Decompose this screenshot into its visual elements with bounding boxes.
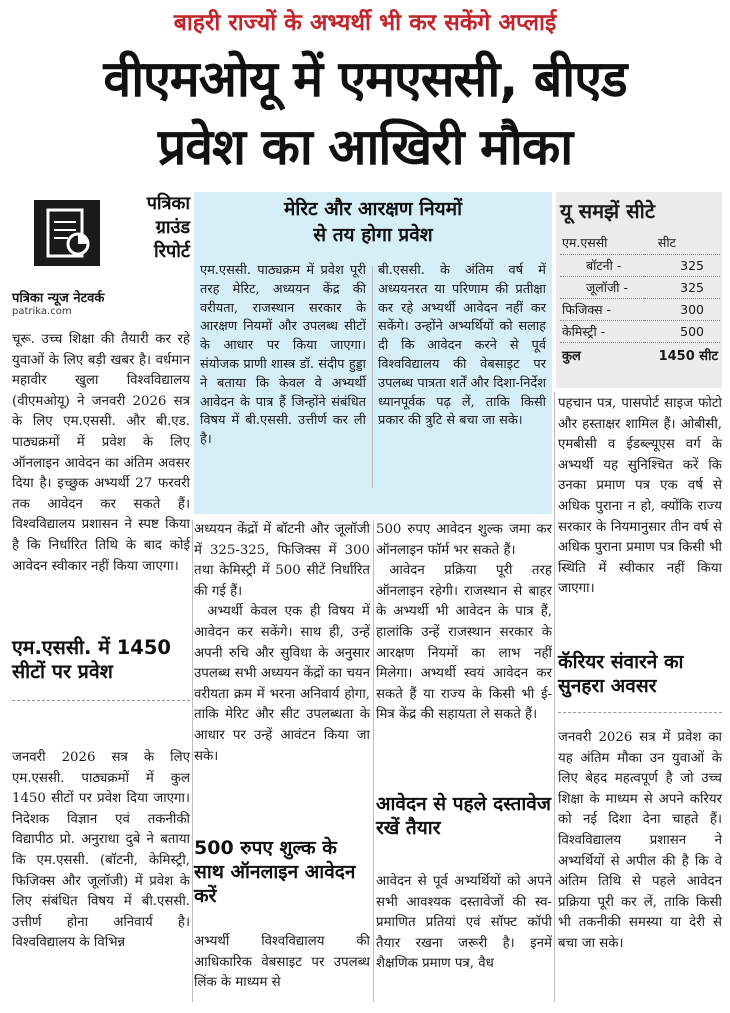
- col3-subhead: आवेदन से पहले दस्तावेज रखें तैयार: [376, 793, 551, 839]
- merit-box-title: [194, 196, 552, 248]
- merit-box-left-text: एम.एससी. पाठ्यक्रम में प्रवेश पूरी तरह मेरिट, अध्ययन केंद्र की वरीयता, राजस्थान सरकार के आरक्षण नियमों और उपलब्ध सीटों के आधार पर किया जाएगा। संयोजक प्राणी शास्त्र डॉ. संदीप हुड्डा ने बताया कि केवल वे अभ्यर्थी आवेदन के पात्र हैं जिन्होंने संबंधित विषय में बी.एससी. उत्तीर्ण कर ली है।: [200, 263, 366, 448]
- col2-body-3: [194, 932, 370, 994]
- col3-body-3: [376, 872, 552, 975]
- brand-line-2: ग्राउंड: [155, 217, 190, 238]
- seats-total-label: कुल: [562, 349, 581, 365]
- seats-row-subject: फिजिक्स -: [560, 298, 644, 320]
- col2-body-text-3: अभ्यर्थी विश्वविद्यालय की आधिकारिक वेबसाइट पर उपलब्ध लिंक के माध्यम से: [194, 934, 370, 991]
- column-separator: [373, 520, 374, 1002]
- col4-divider: [558, 712, 722, 713]
- merit-box-right: [378, 262, 546, 431]
- seats-row-value: 300: [644, 298, 720, 320]
- seats-row-value: 500: [644, 320, 720, 342]
- merit-box-left: [200, 262, 366, 450]
- col4-body-text-1: पहचान पत्र, पासपोर्ट साइज फोटो और हस्ताक्षर शामिल हैं। ओबीसी, एमबीसी व ईडब्ल्यूएस वर्ग के अभ्यर्थी यह सुनिश्चित करें कि उनका प्रमाण पत्र एक वर्ष से अधिक पुराना न हो, क्योंकि राज्य सरकार के नियमानुसार तीन वर्ष से अधिक पुराना प्रमाण पत्र किसी भी स्थिति में स्वीकार नहीं किया जाएगा।: [558, 396, 722, 597]
- col3-body-text-2: आवेदन प्रक्रिया पूरी तरह ऑनलाइन रहेगी। राजस्थान से बाहर के अभ्यर्थी भी आवेदन के पात्र हैं, हालांकि उन्हें राजस्थान सरकार के आरक्षण नियमों का लाभ नहीं मिलेगा। अभ्यर्थी स्वयं आवेदन कर सकते हैं या राज्य के किसी भी ई-मित्र केंद्र की सहायता ले सकते हैं।: [376, 563, 552, 723]
- column-separator: [554, 392, 555, 1002]
- ground-report-brand: [104, 192, 190, 264]
- col4-body: [558, 394, 722, 600]
- seats-table: [560, 232, 720, 368]
- seats-total-value: 1450 सीट: [658, 349, 718, 365]
- ground-report-logo: [34, 200, 100, 266]
- seats-row-value: 325: [644, 276, 720, 298]
- headline-line-1: वीएमओयू में एमएससी, बीएड: [103, 50, 627, 108]
- col2-body-text-1: अध्ययन केंद्रों में बॉटनी और जूलॉजी में 325-325, फिजिक्स में 300 तथा केमिस्ट्री में 500 सीटें निर्धारित की गई हैं।: [194, 522, 370, 599]
- col2-subhead: 500 रुपए शुल्क के साथ ऑनलाइन आवेदन करें: [194, 837, 356, 907]
- merit-box-right-text: बी.एससी. के अंतिम वर्ष में अध्ययनरत या परिणाम की प्रतीक्षा कर रहे अभ्यर्थी आवेदन नहीं कर सकेंगे। उन्होंने अभ्यर्थियों को सलाह दी कि आवेदन करने से पूर्व विश्वविद्यालय की वेबसाइट पर उपलब्ध पात्रता शर्तें और दिशा-निर्देश ध्यानपूर्वक पढ़ लें, ताकि किसी प्रकार की त्रुटि से बचा जा सके।: [378, 263, 546, 429]
- seats-row: [560, 276, 720, 298]
- merit-box-title-line-2: से तय होगा प्रवेश: [313, 224, 433, 246]
- seats-row-value: 325: [644, 254, 720, 276]
- col3-body: [376, 520, 552, 726]
- brand-line-3: रिपोर्ट: [154, 241, 190, 262]
- col2-body-text-2: अभ्यर्थी केवल एक ही विषय में आवेदन कर सकेंगे। साथ ही, उन्हें अपनी रुचि और सुविधा के अनुसार उपलब्ध सभी अध्ययन केंद्रों का चयन वरीयता क्रम में भरना अनिवार्य होगा, ताकि मेरिट और सीट उपलब्धता के आधार पर उन्हें आवंटन किया जा सके।: [194, 604, 370, 764]
- seats-row: [560, 254, 720, 276]
- col1-body: [12, 748, 190, 954]
- brand-line-1: पत्रिका: [146, 193, 190, 214]
- seats-row: [560, 298, 720, 320]
- col4-body-text-2: जनवरी 2026 सत्र में प्रवेश का यह अंतिम मौका उन युवाओं के लिए बेहद महत्वपूर्ण है जो उच्च शिक्षा के माध्यम से अपने करियर को नई दिशा देना चाहते हैं। विश्वविद्यालय प्रशासन ने अभ्यर्थियों से अपील की है कि वे अंतिम तिथि से पहले आवेदन प्रक्रिया पूरी कर लें, ताकि किसी भी तकनीकी समस्या या देरी से बचा जा सके।: [558, 730, 722, 951]
- seats-row-subject: केमिस्ट्री -: [560, 320, 644, 342]
- col4-subhead: कॅरियर संवारने का सुनहरा अवसर: [558, 651, 684, 697]
- col1-body-text: जनवरी 2026 सत्र के लिए एम.एससी. पाठ्यक्रमों में कुल 1450 सीटों पर प्रवेश दिया जाएगा। निदेशक विज्ञान एवं तकनीकी विद्यापीठ प्रो. अनुराधा दुबे ने बताया कि एम.एससी. (बॉटनी, केमिस्ट्री, फिजिक्स और जूलॉजी) में प्रवेश के लिए संबंधित विषय में बी.एससी. उत्तीर्ण होना अनिवार्य है। विश्वविद्यालय के विभिन्न: [12, 750, 190, 951]
- seats-header-seat: सीट: [644, 232, 720, 254]
- seats-title: यू समझें सीटे: [560, 199, 655, 223]
- col1-intro-text: चूरू. उच्च शिक्षा की तैयारी कर रहे युवाओं के लिए बड़ी खबर है। वर्धमान महावीर खुला विश्वविद्यालय (वीएमओयू) ने जनवरी 2026 सत्र के लिए एम.एससी. और बी.एड. पाठ्यक्रमों में प्रवेश के लिए ऑनलाइन आवेदन का अंतिम अवसर दिया है। इच्छुक अभ्यर्थी 27 फरवरी तक आवेदन कर सकते हैं। विश्वविद्यालय प्रशासन ने स्पष्ट किया है कि निर्धारित तिथि के बाद कोई आवेदन स्वीकार नहीं किया जाएगा।: [12, 332, 190, 574]
- col1-divider: [12, 700, 190, 701]
- merit-box-title-line-1: मेरिट और आरक्षण नियमों: [283, 198, 462, 220]
- col1-subhead: एम.एससी. में 1450 सीटों पर प्रवेश: [12, 636, 171, 683]
- seats-total-row: [560, 342, 720, 368]
- col3-body-text-1: 500 रुपए आवेदन शुल्क जमा कर ऑनलाइन फॉर्म भर सकते हैं।: [376, 522, 552, 558]
- headline-line-2: प्रवेश का आखिरी मौका: [157, 118, 573, 176]
- col2-body: [194, 520, 370, 767]
- merit-box-divider: [372, 266, 373, 488]
- kicker: बाहरी राज्यों के अभ्यर्थी भी कर सकेंगे अप्लाई: [173, 10, 557, 36]
- byline: पत्रिका न्यूज नेटवर्क: [12, 291, 105, 306]
- col3-body-text-3: आवेदन से पूर्व अभ्यर्थियों को अपने सभी आवश्यक दस्तावेजों की स्व-प्रमाणित प्रतियां एवं सॉफ्ट कॉपी तैयार रखना जरूरी है। इनमें शैक्षणिक प्रमाण पत्र, वैध: [376, 874, 552, 972]
- report-icon: [34, 200, 100, 266]
- site-url: patrika.com: [12, 306, 72, 317]
- seats-row-subject: बॉटनी -: [560, 254, 644, 276]
- col4-body-2: [558, 728, 722, 955]
- seats-row-subject: जूलॉजी -: [560, 276, 644, 298]
- seats-header-row: [560, 232, 720, 254]
- seats-header-subject: एम.एससी: [560, 232, 644, 254]
- column-separator: [192, 520, 193, 1002]
- seats-row: [560, 320, 720, 342]
- col1-intro: [12, 330, 190, 577]
